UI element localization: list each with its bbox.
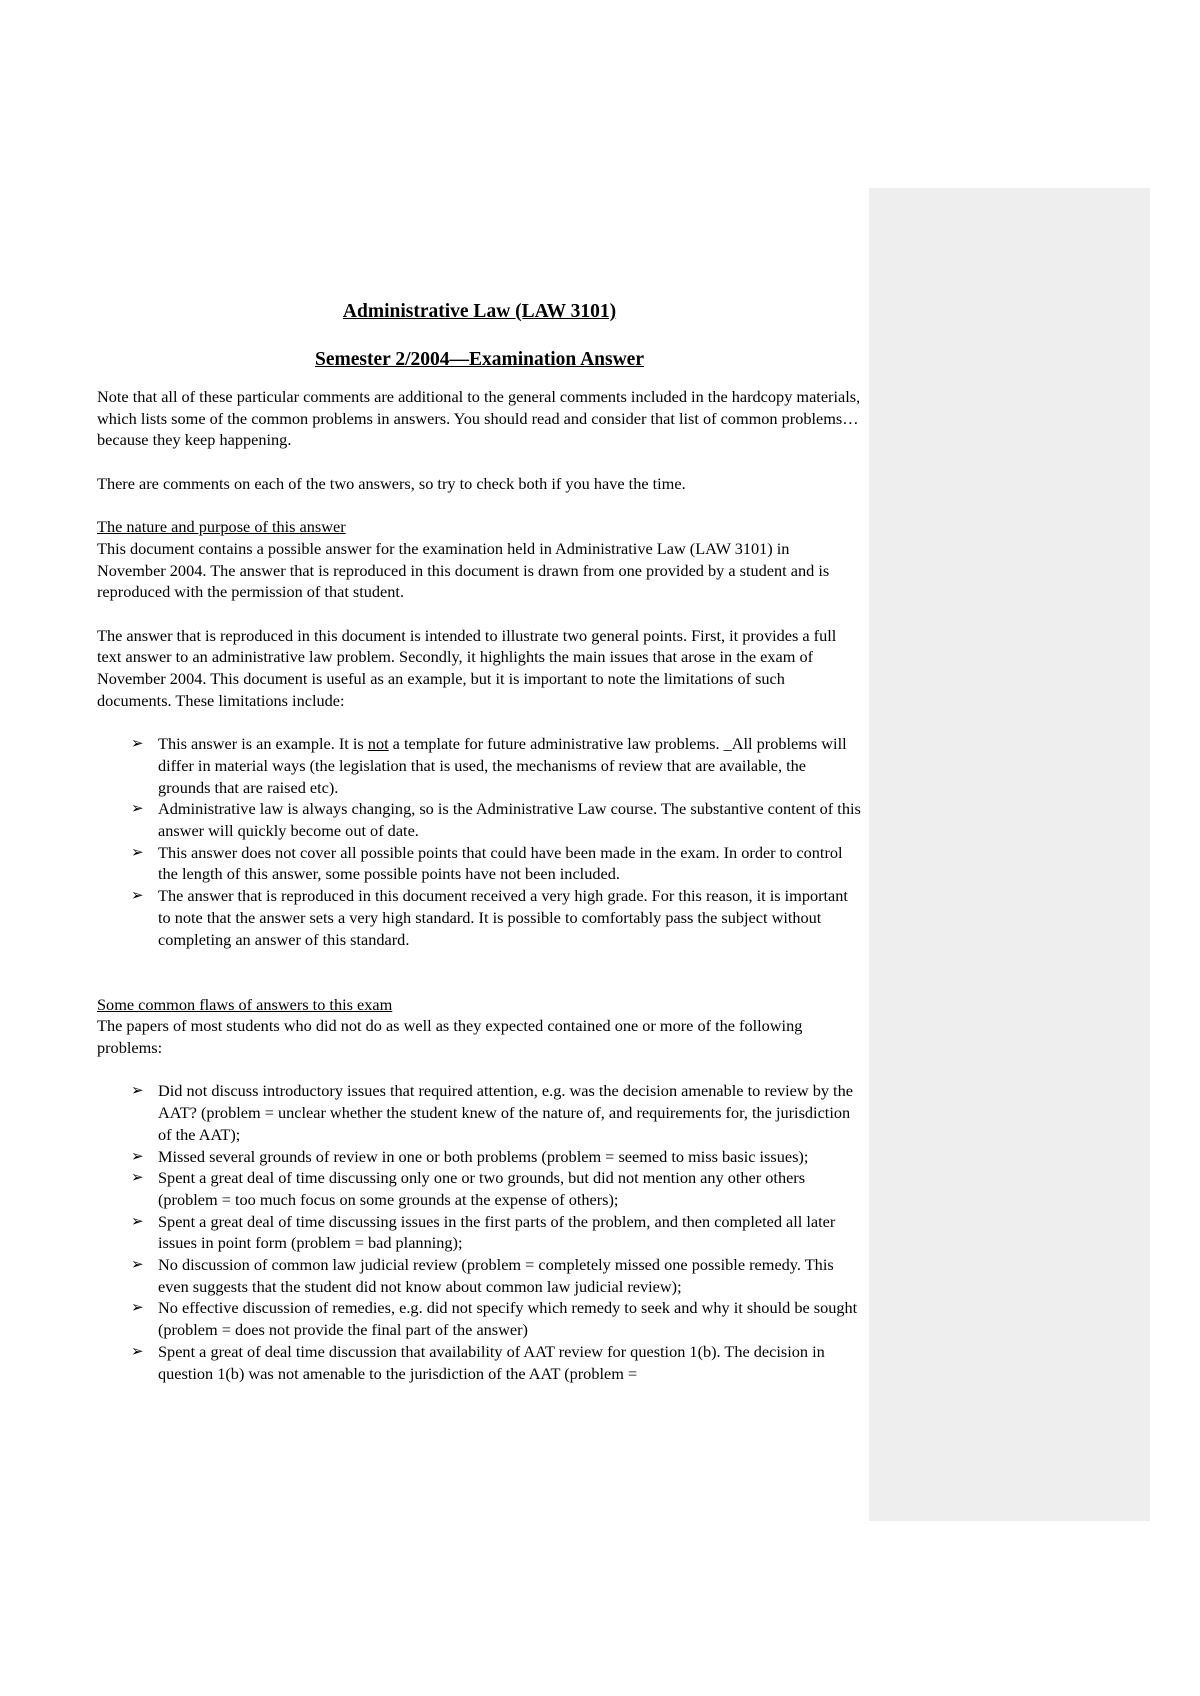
document-subtitle: Semester 2/2004—Examination Answer — [315, 349, 644, 370]
limitations-list — [97, 733, 862, 950]
section-common-flaws — [97, 994, 862, 1385]
list-item-text: a template for future administrative law problems. _All problems will differ in material ways (the legislation that is used, the mechanisms of review that are available, the grounds that are raised etc). — [158, 734, 847, 797]
list-item — [97, 798, 862, 841]
intro-paragraph-2: There are comments on each of the two answers, so try to check both if you have the time. — [97, 473, 686, 493]
list-item — [97, 1080, 862, 1145]
list-item-text: Spent a great deal of time discussing only one or two grounds, but did not mention any other others (problem = too much focus on some grounds at the expense of others); — [158, 1168, 806, 1209]
list-item — [97, 733, 862, 798]
list-item — [97, 842, 862, 885]
list-item — [97, 1211, 862, 1254]
list-item — [97, 1146, 862, 1168]
list-item-text: Spent a great deal of time discussing issues in the first parts of the problem, and then completed all later issues in point form (problem = bad planning); — [158, 1211, 836, 1253]
arrow-bullet-icon: ➢ — [131, 1211, 144, 1230]
blank-line — [97, 972, 862, 994]
emphasis-not: not — [367, 734, 389, 754]
arrow-bullet-icon: ➢ — [131, 1146, 144, 1165]
list-item — [97, 1297, 862, 1340]
document-body — [97, 300, 862, 1406]
list-item-text: This answer is an example. It is — [158, 734, 368, 754]
list-item-text: No effective discussion of remedies, e.g. did not specify which remedy to seek and why it should be sought (problem = does not provide the final part of the answer) — [158, 1298, 858, 1340]
arrow-bullet-icon: ➢ — [131, 734, 144, 753]
arrow-bullet-icon: ➢ — [131, 1341, 144, 1360]
comment-pane — [869, 188, 1150, 1521]
arrow-bullet-icon: ➢ — [131, 1168, 144, 1187]
section-heading: Some common flaws of answers to this exam — [97, 994, 393, 1014]
arrow-bullet-icon: ➢ — [131, 842, 144, 861]
document-title: Administrative Law (LAW 3101) — [342, 301, 617, 322]
list-item — [97, 885, 862, 950]
flaws-list — [97, 1080, 862, 1384]
list-item — [97, 1167, 862, 1210]
section-paragraph: The answer that is reproduced in this document is intended to illustrate two general points. First, it provides a full text answer to an administrative law problem. Secondly, it highlights the main issues that arose in the exam of November 2004. This document is useful as an example, but it is important to note the limitations of such documents. These limitations include: — [97, 625, 837, 710]
list-item-text: Spent a great of deal time discussion that availability of AAT review for question 1(b). The decision in question 1(b) was not amenable to the jurisdiction of the AAT (problem = — [158, 1341, 825, 1383]
section-heading: The nature and purpose of this answer — [97, 517, 346, 537]
arrow-bullet-icon: ➢ — [131, 1081, 144, 1100]
list-item-text: Did not discuss introductory issues that required attention, e.g. was the decision amenable to review by the AAT? (problem = unclear whether the student knew of the nature of, and requirements for, the jurisdiction of the AAT); — [158, 1081, 853, 1144]
list-item-text: No discussion of common law judicial review (problem = completely missed one possible remedy. This even suggests that the student did not know about common law judicial review); — [158, 1255, 834, 1296]
intro-paragraph-1: Note that all of these particular comments are additional to the general comments included in the hardcopy materials, which lists some of the common problems in answers. You should read and consider that list of common problems…because they keep happening. — [97, 387, 861, 450]
arrow-bullet-icon: ➢ — [131, 886, 144, 905]
section-nature-purpose — [97, 516, 862, 950]
list-item-text: The answer that is reproduced in this document received a very high grade. For this reason, it is important to note that the answer sets a very high standard. It is possible to comfortably pass the subject without completing an answer of this standard. — [158, 886, 848, 949]
section-paragraph: The papers of most students who did not do as well as they expected contained one or more of the following problems: — [97, 1016, 803, 1057]
arrow-bullet-icon: ➢ — [131, 799, 144, 818]
list-item-text: This answer does not cover all possible points that could have been made in the exam. In order to control the length of this answer, some possible points have not been included. — [158, 842, 843, 884]
arrow-bullet-icon: ➢ — [131, 1255, 144, 1274]
list-item-text: Missed several grounds of review in one or both problems (problem = seemed to miss basic issues); — [158, 1146, 809, 1166]
section-paragraph: This document contains a possible answer for the examination held in Administrative Law (LAW 3101) in November 2004. The answer that is reproduced in this document is drawn from one provided by a student and is reproduced with the permission of that student. — [97, 538, 830, 602]
arrow-bullet-icon: ➢ — [131, 1298, 144, 1317]
list-item-text: Administrative law is always changing, so is the Administrative Law course. The substantive content of this answer will quickly become out of date. — [158, 799, 861, 840]
list-item — [97, 1254, 862, 1297]
list-item — [97, 1341, 862, 1384]
